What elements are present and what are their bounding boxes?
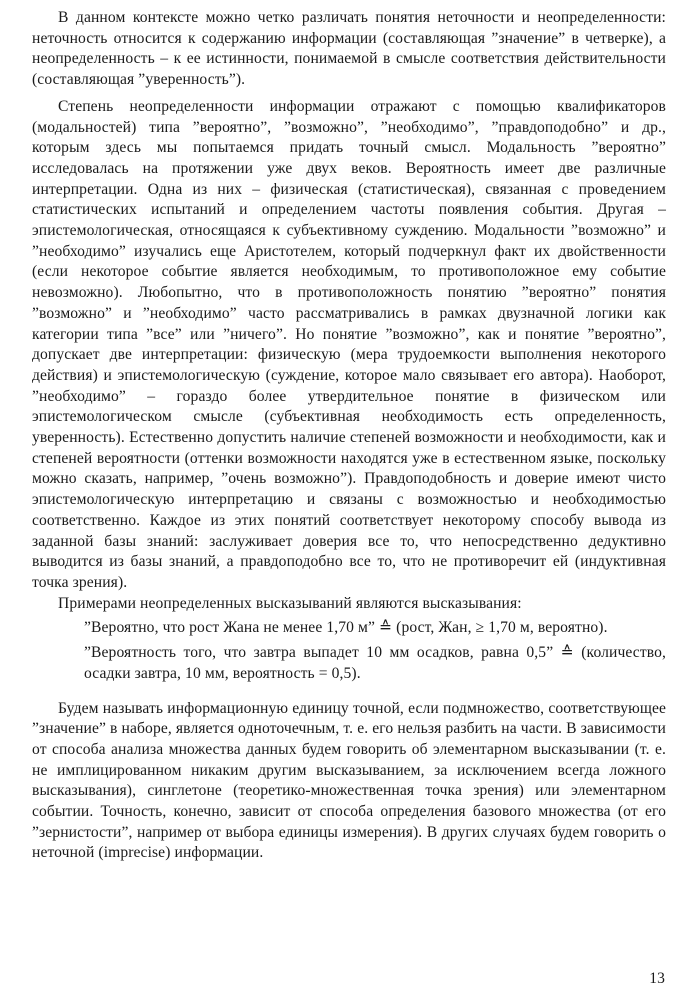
paragraph-precise-information: Будем называть информационную единицу точной, если подмножество, соответствующее ”значение” в наборе, является одноточечным, т. е. его нельзя разбить на части. В зависимости от способа анализа множества данных будем говорить об элементарном высказывании (т. е. не имплицированном никаким другим высказыванием, за исключением всегда ложного высказывания), синглетоне (теоретико-множественная точка зрения) или элементарном событии. Точность, конечно, зависит от способа определения базового множества (от его ”зернистости”, например от выбора единицы измерения). В других случаях будем говорить о неточной (imprecise) информации. [32, 699, 666, 862]
page-number: 13 [649, 970, 665, 988]
paragraph-examples-intro: Примерами неопределенных высказываний являются высказывания: [58, 594, 522, 612]
paragraph-imprecision-vs-uncertainty: В данном контексте можно четко различать понятия неточности и неопределенности: неточность относится к содержанию информации (составляющая ”значение” в четверке), а неопределенность – к ее истинности, понимаемой в смысле соответствия действительности (составляющая ”уверенность”). [32, 9, 666, 89]
main-text [32, 8, 666, 864]
example-statement-precipitation: ”Вероятность того, что завтра выпадет 10 мм осадков, равна 0,5” ≙ (количество, осадки завтра, 10 мм, вероятность = 0,5). [84, 644, 666, 682]
example-statement-height: ”Вероятно, что рост Жана не менее 1,70 м” ≙ (рост, Жан, ≥ 1,70 м, вероятно). [84, 619, 608, 637]
paragraph-modalities: Степень неопределенности информации отражают с помощью квалификаторов (модальностей) типа ”вероятно”, ”возможно”, ”необходимо”, ”правдоподобно” и др., которым здесь мы попытаемся придать точный смысл. Модальность ”вероятно” исследовалась на протяжении уже двух веков. Вероятность имеет две различные интерпретации. Одна из них – физическая (статистическая), связанная с проведением статистических испытаний и определением частоты появления события. Другая – эпистемологическая, относящаяся к субъективному суждению. Модальности ”возможно” и ”необходимо” изучались еще Аристотелем, который подчеркнул факт их двойственности (если некоторое событие является необходимым, то противоположное ему событие невозможно). Любопытно, что в противоположность понятию ”вероятно” понятия ”возможно” и ”необходимо” часто рассматривались в рамках двузначной логики как категории типа ”все” или ”ничего”. Но понятие ”возможно”, как и понятие ”вероятно”, допускает две интерпретации: физическую (мера трудоемкости выполнения некоторого действия) и эпистемологическую (суждение, которое мало связывает его автора). Наоборот, ”необходимо” – гораздо более утвердительное понятие в физическом или эпистемологическом смысле (субъективная необходимость есть определенность, уверенность). Естественно допустить наличие степеней возможности и необходимости, как и степеней вероятности (оттенки возможности находятся уже в естественном языке, поскольку можно сказать, например, ”очень возможно”). Правдоподобность и доверие имеют чисто эпистемологическую интерпретацию и связаны с возможностью и необходимостью соответственно. Каждое из этих понятий соответствует некоторому способу вывода из заданной базы знаний: заслуживает доверия все то, что непосредственно дедуктивно выводится из базы знаний, а правдоподобно все то, что не противоречит ей (индуктивная точка зрения). [32, 97, 666, 591]
